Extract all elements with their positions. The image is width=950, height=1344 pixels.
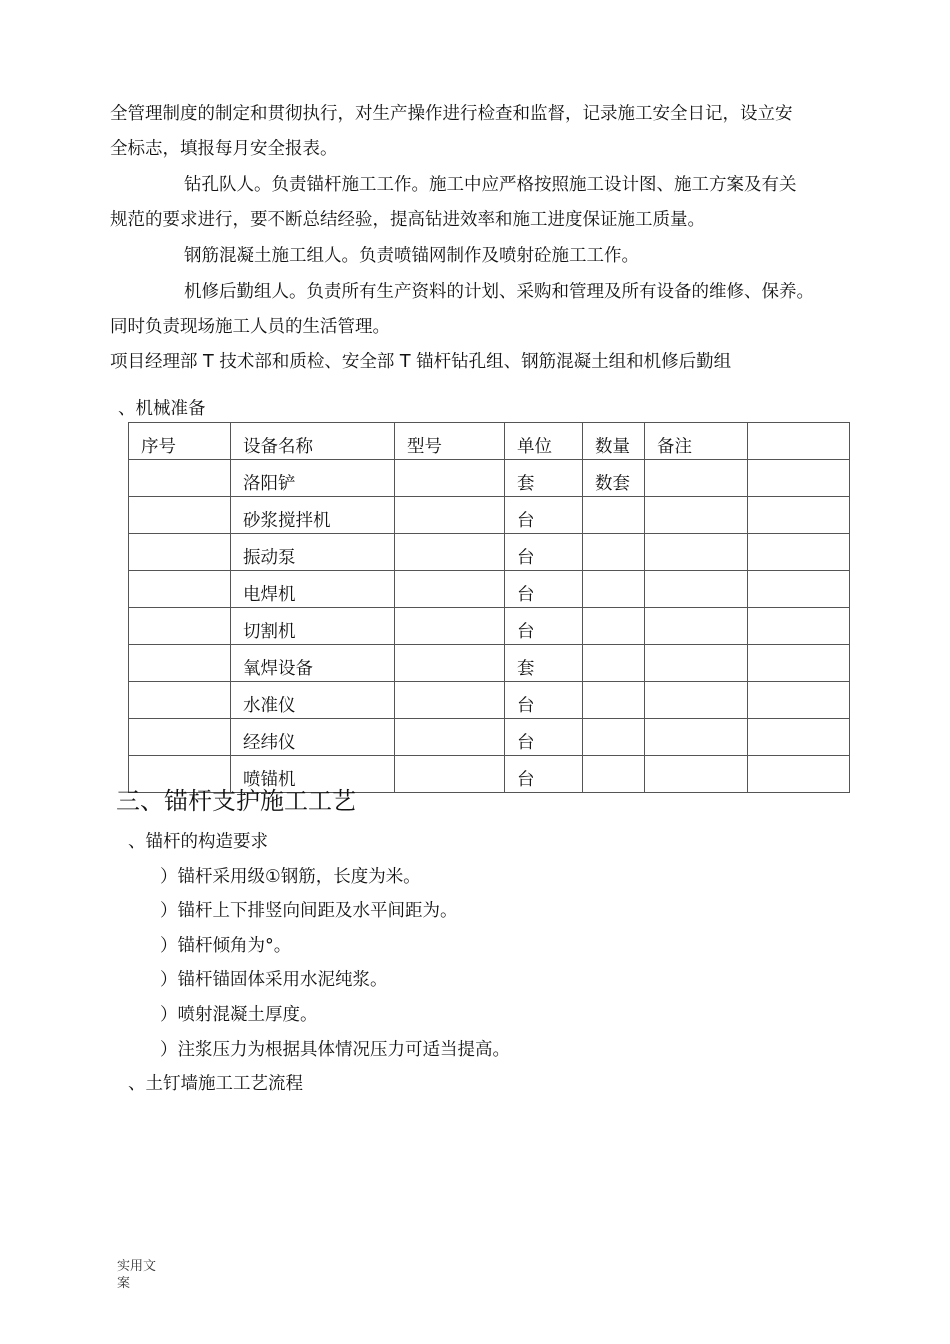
table-cell [748,608,850,645]
table-cell [645,682,748,719]
table-cell [395,497,505,534]
table-cell [583,756,645,793]
table-cell: 数套 [583,460,645,497]
table-cell [129,608,231,645]
table-cell [583,534,645,571]
table-cell: 氧焊设备 [231,645,395,682]
table-cell [748,460,850,497]
table-cell: 振动泵 [231,534,395,571]
table-cell [748,645,850,682]
paragraph-line: 钢筋混凝土施工组人。负责喷锚网制作及喷射砼施工工作。 [184,246,639,266]
chapter-title: 三、锚杆支护施工工艺 [116,787,356,815]
table-cell [583,682,645,719]
table-row [129,460,850,497]
paragraph-line: 全管理制度的制定和贯彻执行，对生产操作进行检查和监督，记录施工安全日记，设立安 [110,104,793,124]
table-cell [395,682,505,719]
table-cell [748,682,850,719]
table-cell [748,571,850,608]
table-cell [129,460,231,497]
table-cell: 台 [505,571,583,608]
list-item: ）锚杆锚固体采用水泥纯浆。 [160,970,388,990]
section-heading-machinery: 、机械准备 [118,399,206,419]
table-cell [645,719,748,756]
paragraph-line: 规范的要求进行，要不断总结经验，提高钻进效率和施工进度保证施工质量。 [110,210,705,230]
table-cell [395,608,505,645]
table-cell: 套 [505,460,583,497]
table-cell [129,534,231,571]
table-cell: 台 [505,497,583,534]
table-cell [395,645,505,682]
header-cell: 单位 [505,423,583,460]
table-cell [748,497,850,534]
table-cell [748,719,850,756]
paragraph-line: 机修后勤组人。负责所有生产资料的计划、采购和管理及所有设备的维修、保养。 [184,282,814,302]
table-row [129,571,850,608]
section-heading-flow: 、土钉墙施工工艺流程 [128,1074,303,1094]
table-cell: 砂浆搅拌机 [231,497,395,534]
header-cell: 备注 [645,423,748,460]
page-footer [117,1258,156,1292]
table-cell [129,682,231,719]
footer-line: 实用文 [117,1259,157,1274]
table-cell: 洛阳铲 [231,460,395,497]
table-row [129,645,850,682]
header-cell [748,423,850,460]
table-cell [645,608,748,645]
table-cell [129,571,231,608]
table-cell: 切割机 [231,608,395,645]
table-cell [583,645,645,682]
header-cell: 型号 [395,423,505,460]
table-cell [748,534,850,571]
table-header-row [129,423,850,460]
footer-line: 案 [117,1276,131,1291]
table-cell [395,534,505,571]
table-row [129,608,850,645]
table-cell [645,497,748,534]
table-cell [748,756,850,793]
table-row [129,534,850,571]
table-cell [645,756,748,793]
table-cell [395,460,505,497]
table-cell: 经纬仪 [231,719,395,756]
table-cell [583,719,645,756]
table-row [129,682,850,719]
table-cell [645,534,748,571]
table-cell: 台 [505,608,583,645]
table-cell: 台 [505,756,583,793]
paragraph-line: 同时负责现场施工人员的生活管理。 [110,317,390,337]
table-cell [645,571,748,608]
table-cell [129,497,231,534]
table-cell [395,571,505,608]
paragraph-line: 全标志，填报每月安全报表。 [110,139,338,159]
table-row [129,719,850,756]
table-cell: 电焊机 [231,571,395,608]
paragraph-line: 钻孔队人。负责锚杆施工工作。施工中应严格按照施工设计图、施工方案及有关 [184,175,797,195]
list-item: ）喷射混凝土厚度。 [160,1005,318,1025]
table-cell: 水准仪 [231,682,395,719]
table-cell [583,608,645,645]
table-cell [583,497,645,534]
table-cell: 喷锚机 [231,756,395,793]
table-cell [645,460,748,497]
table-cell: 套 [505,645,583,682]
table-cell [129,719,231,756]
table-cell: 台 [505,534,583,571]
paragraph-line: 项目经理部 T 技术部和质检、安全部 T 锚杆钻孔组、钢筋混凝土组和机修后勤组 [110,352,732,372]
section-heading-anchor: 、锚杆的构造要求 [128,832,268,852]
table-cell [129,645,231,682]
list-item: ）锚杆倾角为°。 [160,936,292,956]
table-cell [645,645,748,682]
table-cell [583,571,645,608]
header-cell: 数量 [583,423,645,460]
equipment-table [128,422,850,793]
table-cell [395,719,505,756]
table-row [129,497,850,534]
table-cell: 台 [505,682,583,719]
header-cell: 设备名称 [231,423,395,460]
list-item: ）锚杆上下排竖向间距及水平间距为。 [160,901,458,921]
table-cell: 台 [505,719,583,756]
table-cell [395,756,505,793]
list-item: ）锚杆采用级①钢筋，长度为米。 [160,867,421,887]
header-cell: 序号 [129,423,231,460]
list-item: ）注浆压力为根据具体情况压力可适当提高。 [160,1040,510,1060]
